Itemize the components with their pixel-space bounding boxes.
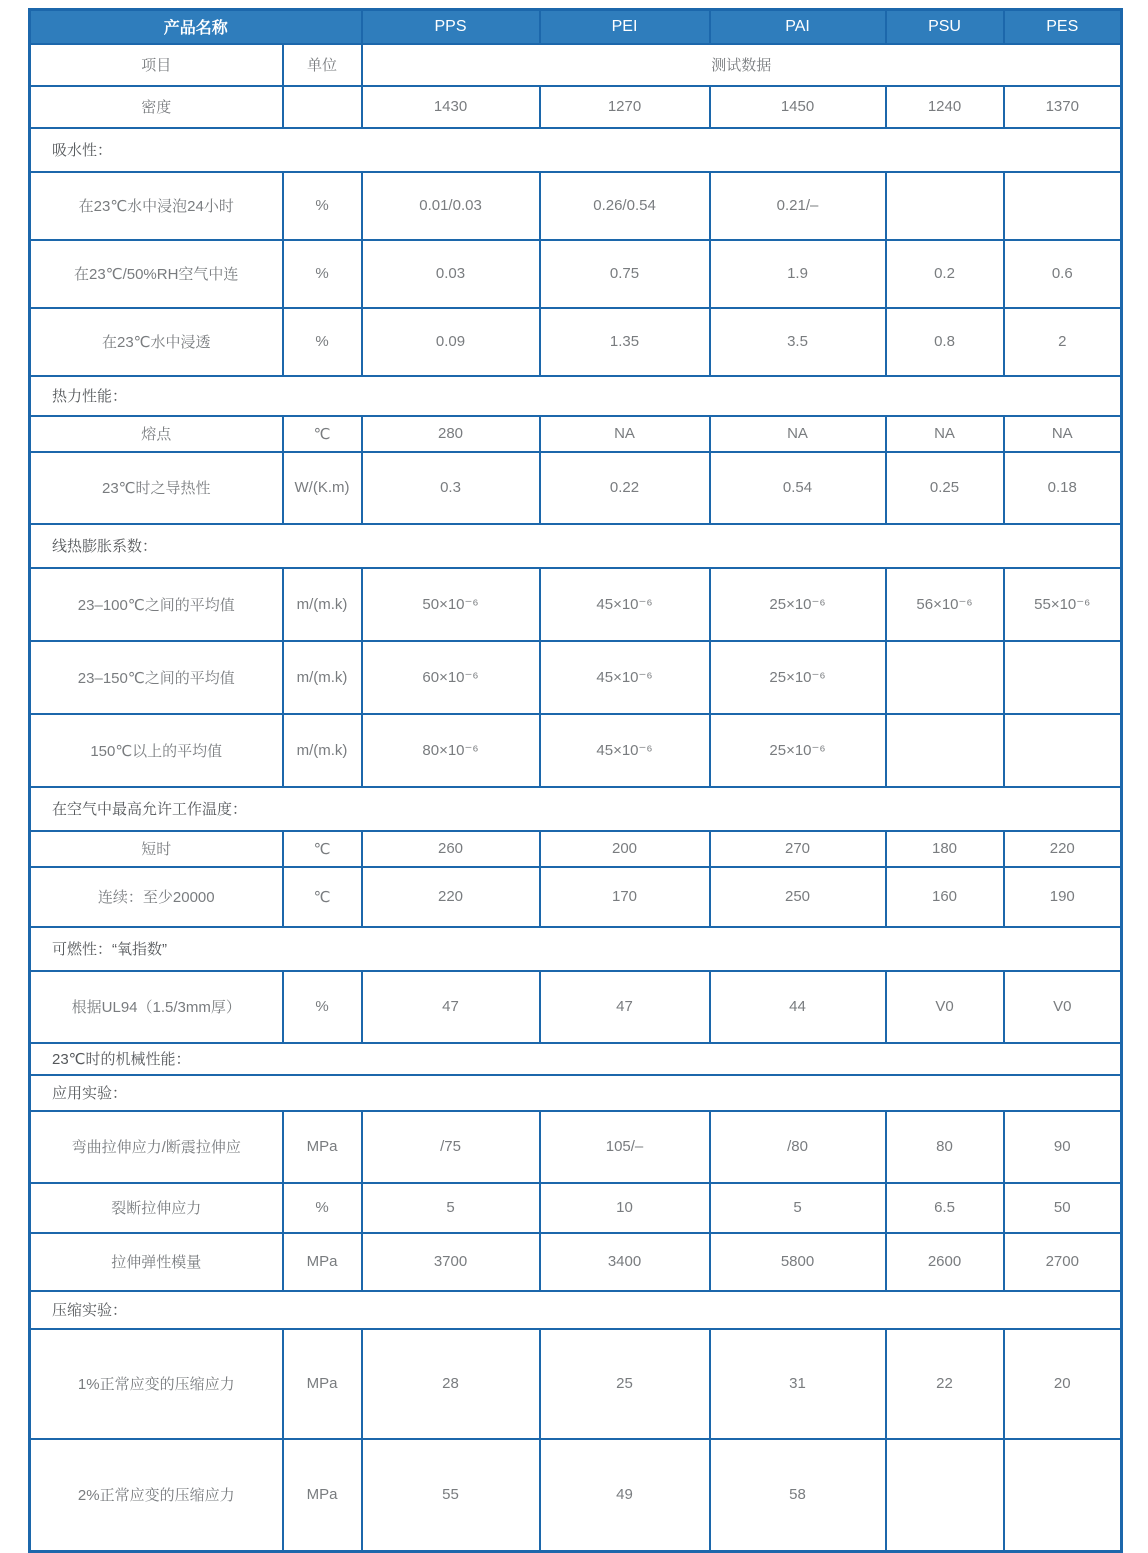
cell-value: 3700 — [362, 1233, 540, 1291]
row-label: 在23℃水中浸泡24小时 — [30, 172, 283, 240]
cell-value: 1370 — [1004, 86, 1122, 128]
cell-value: 44 — [710, 971, 886, 1043]
cell-value: 160 — [886, 867, 1004, 927]
cell-value: 270 — [710, 831, 886, 867]
section-row — [30, 1043, 1122, 1075]
cell-value: 5 — [362, 1183, 540, 1233]
cell-value: 3.5 — [710, 308, 886, 376]
section-label: 热力性能： — [30, 376, 1122, 416]
cell-value: V0 — [886, 971, 1004, 1043]
row-label: 2%正常应变的压缩应力 — [30, 1439, 283, 1552]
table-row — [30, 1111, 1122, 1183]
cell-value: 1430 — [362, 86, 540, 128]
cell-value: 5800 — [710, 1233, 886, 1291]
cell-value — [886, 714, 1004, 787]
cell-value: 1240 — [886, 86, 1004, 128]
product-name-header: 产品名称 — [30, 10, 362, 44]
table-row — [30, 831, 1122, 867]
row-unit: % — [283, 971, 362, 1043]
cell-value: 45×10⁻⁶ — [540, 714, 710, 787]
cell-value: 2700 — [1004, 1233, 1122, 1291]
cell-value: 0.21/– — [710, 172, 886, 240]
cell-value — [886, 172, 1004, 240]
table-row — [30, 714, 1122, 787]
row-label: 23℃时之导热性 — [30, 452, 283, 524]
col-header-pes: PES — [1004, 10, 1122, 44]
cell-value: 47 — [362, 971, 540, 1043]
row-unit: m/(m.k) — [283, 714, 362, 787]
unit-column-header: 单位 — [283, 44, 362, 86]
cell-value: /80 — [710, 1111, 886, 1183]
test-data-header: 测试数据 — [362, 44, 1122, 86]
section-row — [30, 376, 1122, 416]
table-row — [30, 416, 1122, 452]
col-header-pps: PPS — [362, 10, 540, 44]
cell-value: 190 — [1004, 867, 1122, 927]
cell-value: 50×10⁻⁶ — [362, 568, 540, 641]
cell-value: 55×10⁻⁶ — [1004, 568, 1122, 641]
row-unit: MPa — [283, 1111, 362, 1183]
cell-value: 260 — [362, 831, 540, 867]
cell-value: 180 — [886, 831, 1004, 867]
row-unit: m/(m.k) — [283, 568, 362, 641]
section-label: 吸水性： — [30, 128, 1122, 172]
cell-value: 55 — [362, 1439, 540, 1552]
cell-value: 0.25 — [886, 452, 1004, 524]
row-unit: % — [283, 308, 362, 376]
cell-value: 25×10⁻⁶ — [710, 641, 886, 714]
row-label: 在23℃水中浸透 — [30, 308, 283, 376]
section-row — [30, 927, 1122, 971]
row-unit: MPa — [283, 1329, 362, 1439]
row-label: 1%正常应变的压缩应力 — [30, 1329, 283, 1439]
cell-value: 200 — [540, 831, 710, 867]
row-unit: % — [283, 172, 362, 240]
cell-value: 1.35 — [540, 308, 710, 376]
row-unit: ℃ — [283, 416, 362, 452]
cell-value: 1270 — [540, 86, 710, 128]
row-unit: MPa — [283, 1439, 362, 1552]
row-unit: % — [283, 1183, 362, 1233]
cell-value: 28 — [362, 1329, 540, 1439]
cell-value: 1450 — [710, 86, 886, 128]
row-unit: % — [283, 240, 362, 308]
cell-value: V0 — [1004, 971, 1122, 1043]
row-label: 在23℃/50%RH空气中连 — [30, 240, 283, 308]
cell-value: 105/– — [540, 1111, 710, 1183]
cell-value: 22 — [886, 1329, 1004, 1439]
section-label: 23℃时的机械性能： — [30, 1043, 1122, 1075]
cell-value: NA — [710, 416, 886, 452]
cell-value: 170 — [540, 867, 710, 927]
row-label: 连续：至少20000 — [30, 867, 283, 927]
cell-value: NA — [540, 416, 710, 452]
table-row — [30, 971, 1122, 1043]
cell-value: 80 — [886, 1111, 1004, 1183]
row-unit: W/(K.m) — [283, 452, 362, 524]
section-label: 压缩实验： — [30, 1291, 1122, 1329]
section-label: 在空气中最高允许工作温度： — [30, 787, 1122, 831]
row-unit: MPa — [283, 1233, 362, 1291]
row-unit — [283, 86, 362, 128]
header-row — [30, 10, 1122, 44]
cell-value — [1004, 641, 1122, 714]
table-row — [30, 1233, 1122, 1291]
row-label: 150℃以上的平均值 — [30, 714, 283, 787]
cell-value: NA — [886, 416, 1004, 452]
cell-value: /75 — [362, 1111, 540, 1183]
table-row — [30, 1329, 1122, 1439]
cell-value: 0.03 — [362, 240, 540, 308]
cell-value: 10 — [540, 1183, 710, 1233]
cell-value: 0.22 — [540, 452, 710, 524]
row-unit: m/(m.k) — [283, 641, 362, 714]
section-label: 可燃性：“氧指数” — [30, 927, 1122, 971]
cell-value: 47 — [540, 971, 710, 1043]
cell-value: 45×10⁻⁶ — [540, 568, 710, 641]
cell-value: 56×10⁻⁶ — [886, 568, 1004, 641]
cell-value: 50 — [1004, 1183, 1122, 1233]
row-label: 拉伸弹性模量 — [30, 1233, 283, 1291]
cell-value — [1004, 172, 1122, 240]
cell-value: 0.6 — [1004, 240, 1122, 308]
section-label: 应用实验： — [30, 1075, 1122, 1111]
cell-value: 5 — [710, 1183, 886, 1233]
row-label: 裂断拉伸应力 — [30, 1183, 283, 1233]
section-row — [30, 1291, 1122, 1329]
item-column-header: 项目 — [30, 44, 283, 86]
cell-value: 2 — [1004, 308, 1122, 376]
cell-value — [886, 1439, 1004, 1552]
cell-value: 25 — [540, 1329, 710, 1439]
subheader-row — [30, 44, 1122, 86]
table-row — [30, 172, 1122, 240]
cell-value: 60×10⁻⁶ — [362, 641, 540, 714]
row-label: 23–100℃之间的平均值 — [30, 568, 283, 641]
cell-value: 280 — [362, 416, 540, 452]
table-row — [30, 308, 1122, 376]
cell-value: 80×10⁻⁶ — [362, 714, 540, 787]
cell-value: 2600 — [886, 1233, 1004, 1291]
table-row — [30, 1439, 1122, 1552]
cell-value — [1004, 1439, 1122, 1552]
cell-value: 31 — [710, 1329, 886, 1439]
col-header-pei: PEI — [540, 10, 710, 44]
section-row — [30, 524, 1122, 568]
cell-value: 1.9 — [710, 240, 886, 308]
cell-value: 58 — [710, 1439, 886, 1552]
row-label: 密度 — [30, 86, 283, 128]
row-label: 短时 — [30, 831, 283, 867]
cell-value: 0.26/0.54 — [540, 172, 710, 240]
properties-table — [28, 8, 1123, 1553]
row-unit: ℃ — [283, 831, 362, 867]
cell-value: 49 — [540, 1439, 710, 1552]
cell-value: 90 — [1004, 1111, 1122, 1183]
row-label: 弯曲拉伸应力/断震拉伸应 — [30, 1111, 283, 1183]
cell-value: 220 — [1004, 831, 1122, 867]
cell-value: 6.5 — [886, 1183, 1004, 1233]
row-unit: ℃ — [283, 867, 362, 927]
table-row — [30, 568, 1122, 641]
cell-value: 0.18 — [1004, 452, 1122, 524]
cell-value: NA — [1004, 416, 1122, 452]
cell-value: 0.54 — [710, 452, 886, 524]
section-label: 线热膨胀系数： — [30, 524, 1122, 568]
col-header-psu: PSU — [886, 10, 1004, 44]
table-row — [30, 452, 1122, 524]
table-row — [30, 86, 1122, 128]
cell-value: 0.8 — [886, 308, 1004, 376]
cell-value — [886, 641, 1004, 714]
table-row — [30, 867, 1122, 927]
cell-value: 20 — [1004, 1329, 1122, 1439]
cell-value: 0.3 — [362, 452, 540, 524]
cell-value: 220 — [362, 867, 540, 927]
table-row — [30, 240, 1122, 308]
table-row — [30, 641, 1122, 714]
row-label: 熔点 — [30, 416, 283, 452]
cell-value: 0.75 — [540, 240, 710, 308]
cell-value: 25×10⁻⁶ — [710, 568, 886, 641]
table-row — [30, 1183, 1122, 1233]
cell-value: 25×10⁻⁶ — [710, 714, 886, 787]
cell-value: 250 — [710, 867, 886, 927]
cell-value: 0.01/0.03 — [362, 172, 540, 240]
cell-value: 3400 — [540, 1233, 710, 1291]
section-row — [30, 1075, 1122, 1111]
cell-value: 0.09 — [362, 308, 540, 376]
section-row — [30, 787, 1122, 831]
col-header-pai: PAI — [710, 10, 886, 44]
cell-value — [1004, 714, 1122, 787]
row-label: 根据UL94（1.5/3mm厚） — [30, 971, 283, 1043]
section-row — [30, 128, 1122, 172]
cell-value: 0.2 — [886, 240, 1004, 308]
row-label: 23–150℃之间的平均值 — [30, 641, 283, 714]
cell-value: 45×10⁻⁶ — [540, 641, 710, 714]
